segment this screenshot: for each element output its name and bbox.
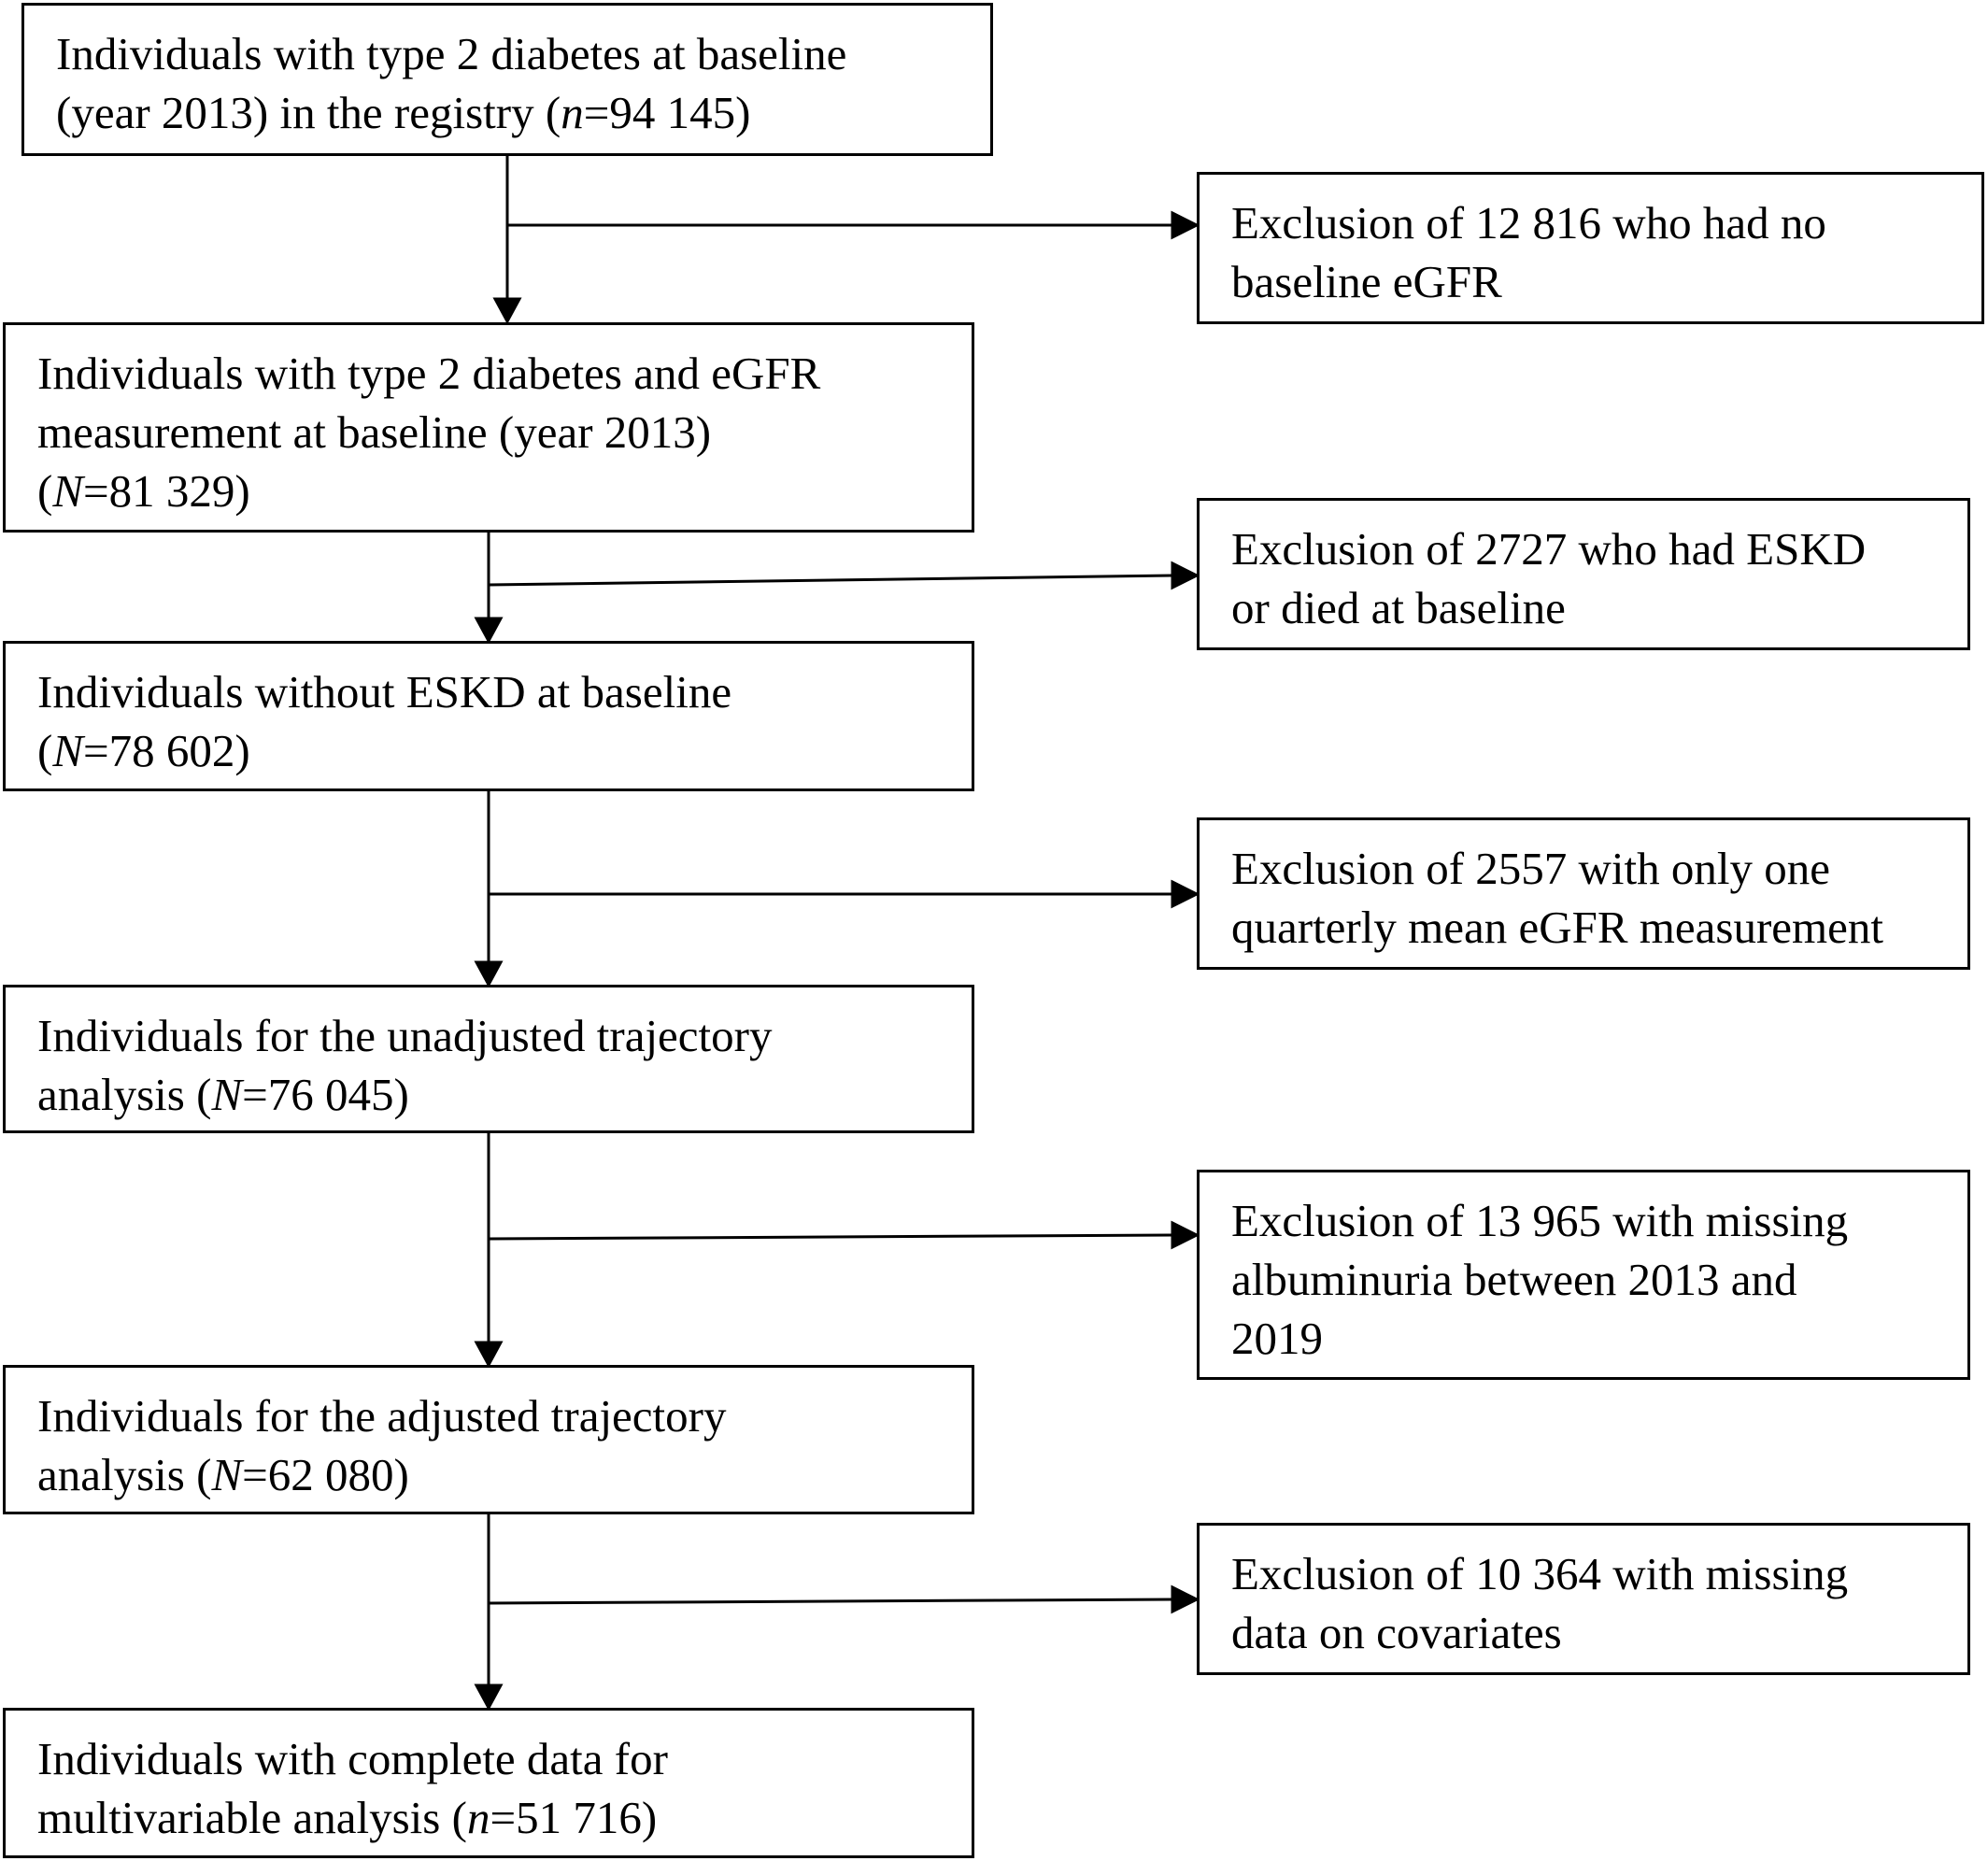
box-text-line: analysis (N=76 045) [37, 1069, 409, 1120]
exclusion-box-no-baseline-egfr [1197, 172, 1984, 324]
exclusion-arrowhead-5 [1172, 1587, 1197, 1612]
box-text-line: data on covariates [1231, 1607, 1562, 1658]
box-text-line: Exclusion of 2557 with only one [1231, 843, 1831, 894]
box-text-line: multivariable analysis (n=51 716) [37, 1792, 658, 1843]
box-text-line: Individuals with type 2 diabetes and eGFR [37, 348, 821, 399]
box-text-line: albuminuria between 2013 and [1231, 1254, 1797, 1305]
box-text-line: Individuals with complete data for [37, 1733, 668, 1784]
flow-arrowhead-2 [476, 618, 501, 641]
exclusion-arrowhead-1 [1172, 213, 1197, 237]
flow-box-without-eskd [3, 641, 974, 791]
exclusion-arrow-5 [489, 1599, 1172, 1603]
box-text-line: Individuals for the adjusted trajectory [37, 1390, 727, 1442]
box-text-line: (year 2013) in the registry (n=94 145) [56, 87, 751, 138]
flow-box-unadjusted-trajectory [3, 985, 974, 1133]
flow-arrowhead-1 [495, 299, 519, 321]
box-text-line: measurement at baseline (year 2013) [37, 406, 712, 458]
exclusion-arrow-4 [489, 1235, 1172, 1239]
box-text-line: Individuals for the unadjusted trajectory [37, 1010, 773, 1061]
exclusion-box-missing-covariates [1197, 1523, 1970, 1675]
exclusion-box-eskd-or-died [1197, 498, 1970, 650]
box-text-line: Individuals without ESKD at baseline [37, 666, 732, 717]
flow-box-complete-data [3, 1708, 974, 1858]
sample-size-symbol: n [466, 1792, 490, 1843]
flow-box-registry-baseline [21, 3, 993, 156]
box-text-line: Exclusion of 12 816 who had no [1231, 197, 1826, 249]
box-text-line: Exclusion of 2727 who had ESKD [1231, 523, 1867, 575]
exclusion-arrowhead-4 [1172, 1223, 1197, 1247]
box-text-line: 2019 [1231, 1313, 1323, 1364]
exclusion-box-one-quarterly-egfr [1197, 817, 1970, 970]
box-text-line: (N=78 602) [37, 725, 250, 776]
sample-size-symbol: N [52, 725, 84, 776]
flow-arrowhead-5 [476, 1685, 501, 1708]
sample-size-symbol: N [52, 465, 84, 517]
flow-arrowhead-4 [476, 1342, 501, 1365]
flow-arrowhead-3 [476, 962, 501, 985]
box-text-line: (N=81 329) [37, 465, 250, 517]
box-text-line: Exclusion of 13 965 with missing [1231, 1195, 1849, 1246]
sample-size-symbol: N [211, 1069, 243, 1120]
sample-size-symbol: N [211, 1449, 243, 1500]
sample-size-symbol: n [561, 87, 584, 138]
box-text-line: baseline eGFR [1231, 256, 1502, 307]
box-text-line: quarterly mean eGFR measurement [1231, 902, 1884, 953]
flow-box-egfr-baseline [3, 322, 974, 533]
exclusion-arrow-2 [489, 575, 1172, 585]
exclusion-arrowhead-3 [1172, 882, 1197, 906]
box-text-line: analysis (N=62 080) [37, 1449, 409, 1500]
box-text-line: or died at baseline [1231, 582, 1566, 633]
flow-box-adjusted-trajectory [3, 1365, 974, 1514]
exclusion-arrowhead-2 [1172, 563, 1197, 588]
exclusion-box-missing-albuminuria [1197, 1170, 1970, 1380]
box-text-line: Exclusion of 10 364 with missing [1231, 1548, 1849, 1599]
box-text-line: Individuals with type 2 diabetes at baseline [56, 28, 847, 79]
